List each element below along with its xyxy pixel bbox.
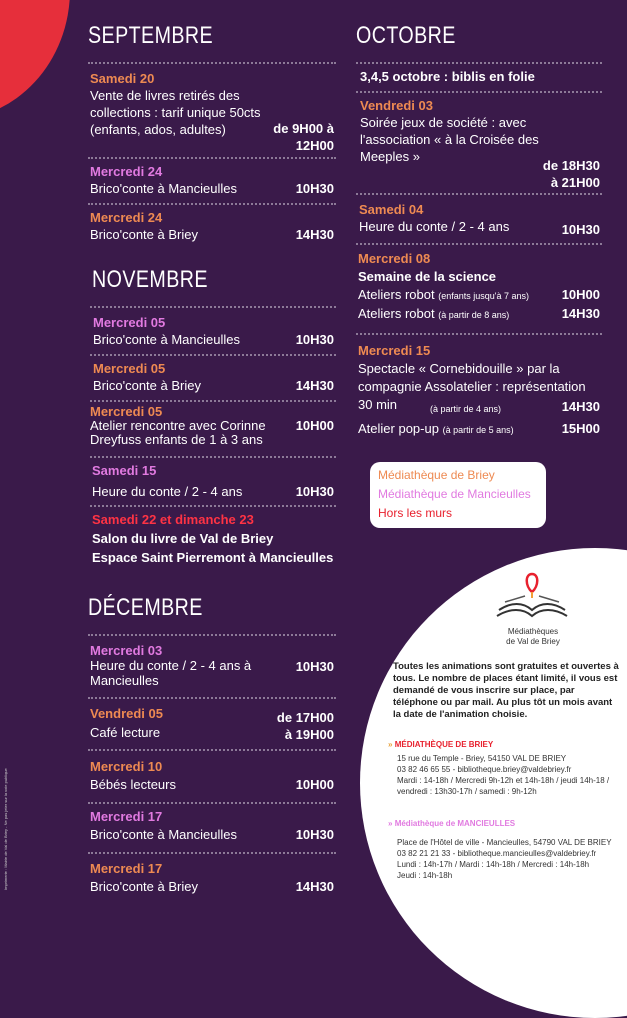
event-day: Mercredi 17 xyxy=(90,861,163,876)
event-day: Vendredi 05 xyxy=(90,706,163,721)
oct-intro: 3,4,5 octobre : biblis en folie xyxy=(360,69,535,84)
library-name: MÉDIATHÈQUE DE BRIEY xyxy=(394,740,494,749)
event-sept-20 xyxy=(90,70,334,153)
event-time: de 9H00 à 12H00 xyxy=(273,121,334,153)
event-text: Brico'conte à Mancieulles xyxy=(93,332,240,347)
event-text: Heure du conte / 2 - 4 ans xyxy=(92,484,243,499)
arrow-icon: » xyxy=(388,819,393,828)
logo-line-1: Médiathèques xyxy=(507,627,559,636)
event-text: Brico'conte à Mancieulles xyxy=(90,827,237,842)
logo-caption xyxy=(490,627,576,647)
month-title-december: DÉCEMBRE xyxy=(88,594,203,621)
event-day: Mercredi 05 xyxy=(93,315,166,330)
event-day: Mercredi 10 xyxy=(90,759,163,774)
divider xyxy=(88,749,336,751)
library-heading-briey xyxy=(388,740,493,749)
divider xyxy=(356,62,602,64)
event-time: 14H30 xyxy=(295,879,334,894)
event-day: Samedi 22 et dimanche 23 xyxy=(92,512,254,527)
event-time: 10H00 xyxy=(295,777,334,792)
event-time: 14H30 xyxy=(561,306,600,321)
divider xyxy=(88,634,336,636)
divider xyxy=(90,354,336,356)
divider xyxy=(88,157,336,159)
event-text: Brico'conte à Briey xyxy=(90,879,198,894)
library-contact: 03 82 46 65 55 - bibliotheque.briey@valdebriey.fr xyxy=(397,765,572,774)
divider xyxy=(356,333,602,335)
event-dec-10 xyxy=(90,758,334,794)
arrow-icon: » xyxy=(388,740,393,749)
event-day: Vendredi 03 xyxy=(360,98,433,113)
event-time: 14H30 xyxy=(295,227,334,242)
legend-briey: Médiathèque de Briey xyxy=(378,468,495,482)
library-hours: Mardi : 14-18h / Mercredi 9h-12h et 14h-18h / jeudi 14h-18 / vendredi : 13h30-17h / samedi : 9h-12h xyxy=(397,776,610,796)
event-text: Salon du livre de Val de Briey xyxy=(92,531,274,546)
event-text: Spectacle « Cornebidouille » par la compagnie Assolatelier : représentation 30 min xyxy=(358,361,586,412)
event-text: Soirée jeux de société : avec l'association « à la Croisée des Meeples » xyxy=(360,115,539,164)
event-dec-17-briey xyxy=(90,860,334,896)
event-time: 10H00 xyxy=(561,287,600,302)
event-day: Samedi 15 xyxy=(92,463,157,478)
event-time: 10H30 xyxy=(295,659,334,674)
event-day: Mercredi 24 xyxy=(90,210,163,225)
event-day: Samedi 20 xyxy=(90,71,155,86)
event-nov-15 xyxy=(92,462,334,500)
library-details-briey xyxy=(397,753,627,797)
divider xyxy=(356,243,602,245)
robot-label: Ateliers robot xyxy=(358,306,435,321)
divider xyxy=(88,852,336,854)
event-dec-17-mancieulles xyxy=(90,808,334,844)
robot-age-note: (enfants jusqu'à 7 ans) xyxy=(438,291,529,301)
event-time: 10H30 xyxy=(295,827,334,842)
legend-mancieulles: Médiathèque de Mancieulles xyxy=(378,487,531,501)
event-text: Bébés lecteurs xyxy=(90,777,176,792)
event-time: 14H30 xyxy=(295,378,334,393)
divider xyxy=(88,802,336,804)
event-day: Mercredi 24 xyxy=(90,164,163,179)
event-dec-05 xyxy=(90,705,334,741)
month-title-september: SEPTEMBRE xyxy=(88,22,214,49)
event-day: Mercredi 05 xyxy=(90,404,163,419)
library-heading-mancieulles xyxy=(388,819,515,828)
event-text: Heure du conte / 2 - 4 ans à Mancieulles xyxy=(90,658,252,688)
event-time: 15H00 xyxy=(561,421,600,436)
month-title-november: NOVEMBRE xyxy=(92,266,208,293)
event-oct-04 xyxy=(359,201,600,235)
event-time: 14H30 xyxy=(561,399,600,414)
event-nov-22-salon xyxy=(92,510,336,567)
robot-line-1 xyxy=(358,286,600,305)
divider xyxy=(88,697,336,699)
printer-note: Imprimerie : Mairie de Val de Briey - Ne pas jeter sur la voie publique xyxy=(3,768,8,890)
red-corner-decoration xyxy=(0,0,70,120)
event-time: 10H00 xyxy=(295,418,334,433)
event-day: Mercredi 17 xyxy=(90,809,163,824)
event-text: Brico'conte à Briey xyxy=(93,378,201,393)
divider xyxy=(90,400,336,402)
event-text: Brico'conte à Briey xyxy=(90,227,198,242)
event-title: Semaine de la science xyxy=(358,269,497,284)
event-sept-24-briey xyxy=(90,209,334,243)
event-nov-05-briey xyxy=(93,360,334,394)
event-text: Espace Saint Pierremont à Mancieulles xyxy=(92,550,334,565)
robot-age-note: (à partir de 8 ans) xyxy=(438,310,510,320)
library-name: Médiathèque de MANCIEULLES xyxy=(394,819,516,828)
event-sept-24-mancieulles xyxy=(90,163,334,197)
robot-line-2 xyxy=(358,305,600,324)
library-details-mancieulles xyxy=(397,837,623,881)
event-nov-05-atelier xyxy=(90,405,334,447)
event-nov-05-mancieulles xyxy=(93,314,334,348)
month-title-october: OCTOBRE xyxy=(356,22,456,49)
event-time: 10H30 xyxy=(561,222,600,237)
event-text: Heure du conte / 2 - 4 ans xyxy=(359,219,510,234)
library-contact: 03 82 21 21 33 - bibliotheque.mancieulles@valdebriey.fr xyxy=(397,849,597,858)
event-dec-03 xyxy=(90,643,334,688)
event-time: de 17H00 à 19H00 xyxy=(276,710,334,742)
event-day: Mercredi 08 xyxy=(358,251,431,266)
event-day: Mercredi 15 xyxy=(358,343,431,358)
event-text: Atelier rencontre avec Corinne Dreyfuss enfants de 1 à 3 ans xyxy=(90,418,266,447)
robot-label: Ateliers robot xyxy=(358,287,435,302)
book-logo-icon xyxy=(495,566,569,626)
popup-label: Atelier pop-up xyxy=(358,421,439,436)
event-day: Samedi 04 xyxy=(359,202,424,217)
event-time: 10H30 xyxy=(295,181,334,196)
library-address: 15 rue du Temple - Briey, 54150 VAL DE BRIEY xyxy=(397,754,567,763)
divider xyxy=(88,62,336,64)
event-time: 10H30 xyxy=(295,484,334,499)
divider xyxy=(88,203,336,205)
event-oct-03 xyxy=(360,97,600,190)
logo-line-2: de Val de Briey xyxy=(506,637,560,646)
divider xyxy=(90,505,336,507)
event-text: Café lecture xyxy=(90,725,161,740)
divider xyxy=(90,456,336,458)
event-oct-15 xyxy=(358,342,600,439)
registration-info: Toutes les animations sont gratuites et ouvertes à tous. Le nombre de places étant limité, il vous est demandé de vous inscrire sur place, par téléphone ou par mail. Au plus tôt un mois avant la date de l'animation choisie. xyxy=(393,661,619,720)
library-address: Place de l'Hôtel de ville - Mancieulles, 54790 VAL DE BRIEY xyxy=(397,838,612,847)
divider xyxy=(356,193,602,195)
event-day: Mercredi 03 xyxy=(90,643,163,658)
legend-box xyxy=(370,462,546,528)
event-day: Mercredi 05 xyxy=(93,361,166,376)
divider xyxy=(90,306,336,308)
divider xyxy=(356,91,602,93)
event-text: Brico'conte à Mancieulles xyxy=(90,181,237,196)
event-text: Vente de livres retirés des collections : tarif unique 50cts (enfants, ados, adultes) xyxy=(90,88,261,137)
event-time: de 18H30 à 21H00 xyxy=(542,158,600,190)
legend-hors-les-murs: Hors les murs xyxy=(378,506,453,520)
library-hours: Lundi : 14h-17h / Mardi : 14h-18h / Mercredi : 14h-18h Jeudi : 14h-18h xyxy=(397,860,590,880)
age-note: (à partir de 4 ans) xyxy=(430,404,502,414)
popup-line xyxy=(358,420,600,439)
event-time: 10H30 xyxy=(295,332,334,347)
popup-age-note: (à partir de 5 ans) xyxy=(442,425,514,435)
event-oct-08 xyxy=(358,250,600,324)
